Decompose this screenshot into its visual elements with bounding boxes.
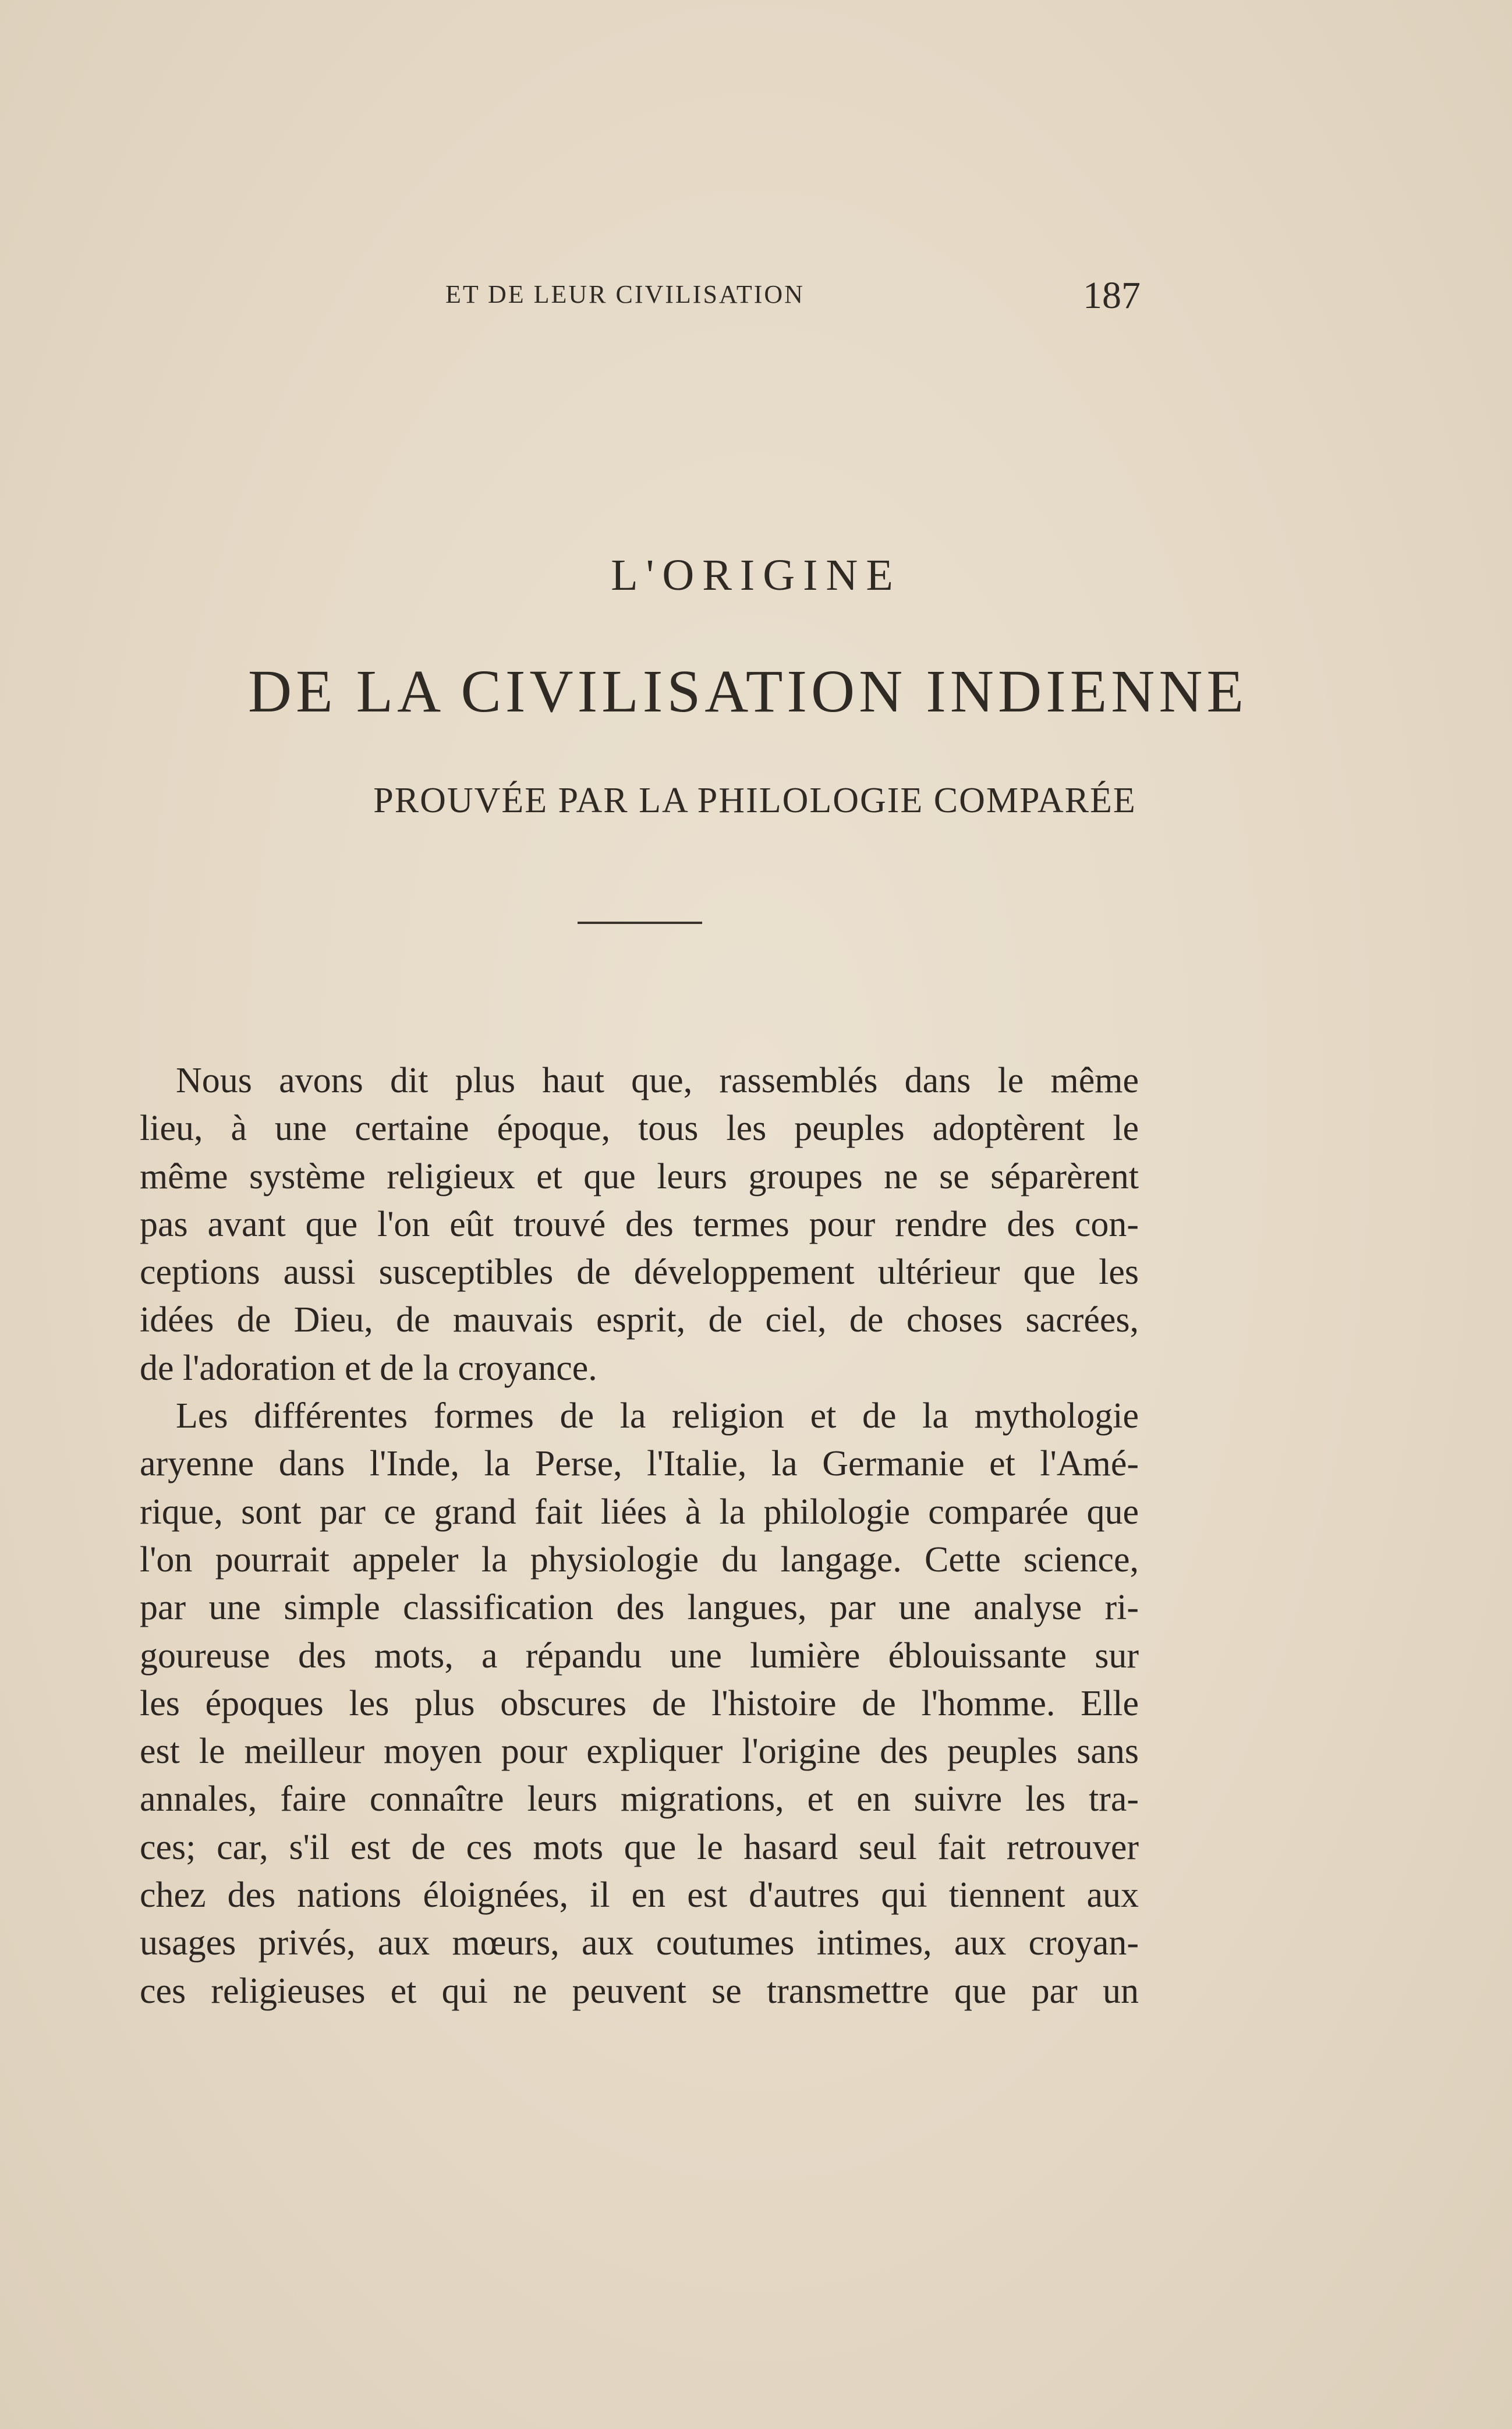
text-line: rique, sont par ce grand fait liées à la philologie comparée que (140, 1492, 1139, 1532)
text-line: par une simple classification des langues, par une analyse ri- (140, 1588, 1139, 1628)
text-line: ces religieuses et qui ne peuvent se transmettre que par un (140, 1971, 1139, 2011)
text-line: Les différentes formes de la religion et de la mythologie (176, 1396, 1139, 1436)
text-line: pas avant que l'on eût trouvé des termes pour rendre des con- (140, 1204, 1139, 1244)
running-title: ET DE LEUR CIVILISATION (445, 280, 805, 309)
page-number: 187 (1083, 274, 1141, 317)
text-line: ces; car, s'il est de ces mots que le hasard seul fait retrouver (140, 1827, 1139, 1867)
text-line: goureuse des mots, a répandu une lumière éblouissante sur (140, 1635, 1139, 1676)
text-line: est le meilleur moyen pour expliquer l'origine des peuples sans (140, 1732, 1139, 1772)
text-line: chez des nations éloignées, il en est d'autres qui tiennent aux (140, 1875, 1139, 1915)
text-line: usages privés, aux mœurs, aux coutumes intimes, aux croyan- (140, 1923, 1139, 1963)
text-line: les époques les plus obscures de l'histoire de l'homme. Elle (140, 1683, 1139, 1723)
text-line: l'on pourrait appeler la physiologie du langage. Cette science, (140, 1539, 1139, 1580)
text-line: idées de Dieu, de mauvais esprit, de ciel, de choses sacrées, (140, 1300, 1139, 1340)
text-line: même système religieux et que leurs groupes ne se séparèrent (140, 1156, 1139, 1196)
text-line: annales, faire connaître leurs migrations, et en suivre les tra- (140, 1779, 1139, 1819)
chapter-kicker: L'ORIGINE (611, 551, 901, 600)
text-line: aryenne dans l'Inde, la Perse, l'Italie, la Germanie et l'Amé- (140, 1444, 1139, 1484)
text-line: lieu, à une certaine époque, tous les peuples adoptèrent le (140, 1109, 1139, 1149)
section-divider (578, 922, 702, 924)
chapter-subtitle: PROUVÉE PAR LA PHILOLOGIE COMPARÉE (373, 781, 1136, 820)
text-line: ceptions aussi susceptibles de développement ultérieur que les (140, 1252, 1139, 1293)
text-line: de l'adoration et de la croyance. (140, 1348, 597, 1388)
running-head (0, 274, 1512, 320)
body-text (140, 1057, 1139, 2015)
text-line: Nous avons dit plus haut que, rassemblés dans le même (176, 1061, 1139, 1100)
chapter-title: DE LA CIVILISATION INDIENNE (248, 658, 1248, 725)
